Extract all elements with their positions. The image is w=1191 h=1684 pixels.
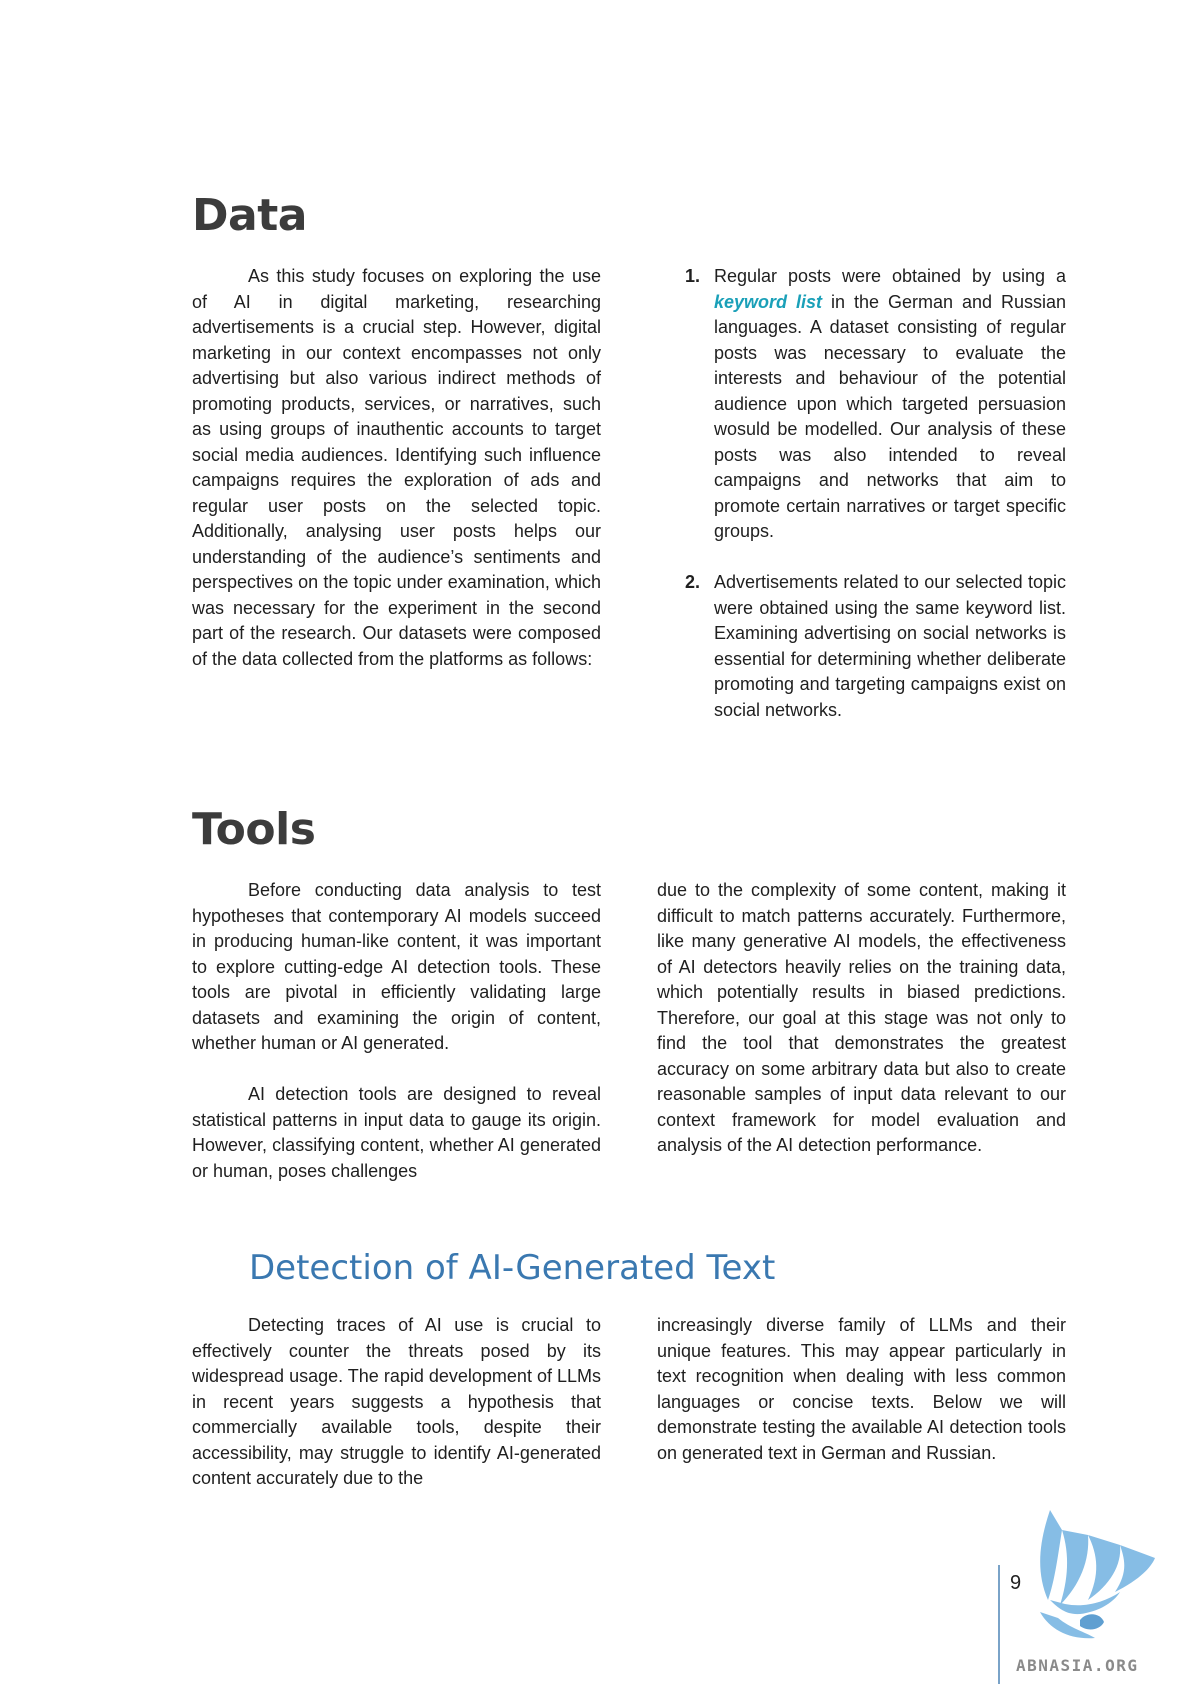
data-intro-column: [192, 264, 601, 672]
tools-paragraph: AI detection tools are designed to reveal statistical patterns in input data to gauge its origin. However, classifying content, whether AI generated or human, poses challenges: [192, 1084, 601, 1181]
griffin-logo-icon: [1010, 1500, 1160, 1652]
list-item: [685, 264, 1066, 545]
tools-paragraph: Before conducting data analysis to test hypotheses that contemporary AI models succeed in producing human-like content, it was important to explore cutting-edge AI detection tools. These tools are pivotal in efficiently validating large datasets and examining the origin of content, whether human or AI generated.: [192, 880, 601, 1053]
detection-paragraph: Detecting traces of AI use is crucial to effectively counter the threats posed by its widespread usage. The rapid development of LLMs in recent years suggests a hypothesis that commercially available tools, despite their accessibility, may struggle to identify AI-generated content accurately due to the: [192, 1315, 601, 1488]
list-item-text: in the German and Russian languages. A dataset consisting of regular posts was necessary to evaluate the interests and behaviour of the potential audience upon which targeted persuasion wosuld be modelled. Our analysis of these posts was also intended to reveal campaigns and networks that aim to promote certain narratives or target specific groups.: [714, 291, 1066, 541]
tools-right-column: [657, 878, 1066, 1159]
page-number-rule: [998, 1565, 1000, 1684]
data-sources-list: [685, 264, 1066, 723]
detection-left-column: [192, 1313, 601, 1492]
page-number: 9: [1010, 1572, 1022, 1594]
list-item-text: Advertisements related to our selected topic were obtained using the same keyword list. Examining advertising on social networks is essential for determining whether deliberate promoting and targeting campaigns exist on social networks.: [714, 572, 1066, 720]
list-item: [685, 570, 1066, 723]
keyword-list-link[interactable]: keyword list: [714, 291, 823, 312]
tools-heading: Tools: [192, 804, 316, 855]
tools-left-column: [192, 878, 601, 1184]
list-item-text: Regular posts were obtained by using a: [714, 266, 1066, 286]
detection-heading: Detection of AI-Generated Text: [249, 1248, 776, 1288]
list-item-number: 2.: [685, 572, 701, 592]
watermark-text: ABNASIA.ORG: [1016, 1656, 1139, 1675]
detection-right-column: [657, 1313, 1066, 1466]
list-item-number: 1.: [685, 266, 701, 286]
tools-paragraph: due to the complexity of some content, making it difficult to match patterns accurately. Furthermore, like many generative AI models, the effectiveness of AI detectors heavily relies on the training data, which potentially results in biased predictions. Therefore, our goal at this stage was not only to find the tool that demonstrates the greatest accuracy on some arbitrary data but also to create reasonable samples of input data relevant to our context framework for model evaluation and analysis of the AI detection performance.: [657, 880, 1066, 1155]
data-intro-paragraph: As this study focuses on exploring the use of AI in digital marketing, researching advertisements is a crucial step. However, digital marketing in our context encompasses not only advertising but also various indirect methods of promoting products, services, or narratives, such as using groups of inauthentic accounts to target social media audiences. Identifying such influence campaigns requires the exploration of ads and regular user posts on the selected topic. Additionally, analysing user posts helps our understanding of the audience’s sentiments and perspectives on the topic under examination, which was necessary for the experiment in the second part of the research. Our datasets were composed of the data collected from the platforms as follows:: [192, 266, 601, 669]
data-heading: Data: [192, 190, 307, 241]
detection-paragraph: increasingly diverse family of LLMs and their unique features. This may appear particularly in text recognition when dealing with less common languages or concise texts. Below we will demonstrate testing the available AI detection tools on generated text in German and Russian.: [657, 1315, 1066, 1463]
